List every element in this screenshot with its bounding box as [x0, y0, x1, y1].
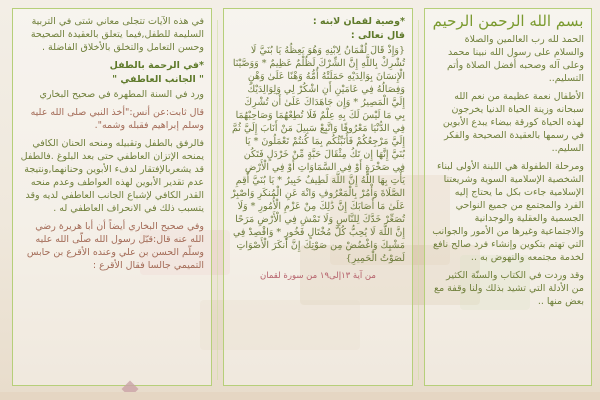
sunnah-reference: ورد في السنة المطهرة في صحيح البخاري: [39, 89, 204, 100]
column-divider: [217, 20, 218, 380]
hadith-anas: قال ثابت:عن أنس:"أخذ النبي صلى الله عليه وسلم إبراهيم فقبله وشمه".: [30, 107, 204, 131]
left-column: [12, 8, 212, 386]
childhood-stage-paragraph: ومرحلة الطفولة هي اللبنة الأولى لبناء الشخصية الإسلامية السوية وشريعتنا الإسلامية جاءت بكل ما يحتاج إليه الفرد والمجتمع من جميع النواحي الجسمية والعقلية والوجدانية والاجتماعية وغيرها من الأمور والجوانب التي تهتم بتكوين وإنشاء فرد صالح نافع لخدمة مجتمعه والنهوض به ..: [432, 161, 584, 263]
verses-meaning-paragraph: في هذه الآيات تتجلى معاني شتى في التربية السليمة للطفل,فيما يتعلق بالعقيدة الصحيحة وحسن التعامل والتخلق بالأخلاق الفاضلة .: [30, 16, 204, 53]
column-divider: [418, 20, 419, 380]
gentleness-paragraph: فالرفق بالطفل وتقبيله ومنحه الحنان الكافي يمنحه الإتزان العاطفي حتى بعد البلوغ .فالطفل قد يشعربالإفتقار لدفء الأبوين وحنانهما,ونتيجة عدم تقدير الأبوين لهذه العواطف وعدم منحه القدر الكافي لإشباع الجانب العاطفي لديه وقد يتسبب ذلك في الانحراف العاطفي له .: [20, 138, 204, 214]
children-blessing-paragraph: الأطفال نعمة عظيمة من نعم الله سبحانه وزينة الحياة الدنيا يخرجون لهذه الحياة كورقة بيضاء يبدع الأبوين في رسمها بالعقيدة الصحيحة والفكر السليم..: [442, 91, 584, 154]
hadith-abu-hurairah: وفي صحيح البخاري أيضاً أن أبا هريرة رضي الله عنه قال:قبّل رسول الله صلّى الله عليه وسلّم الحسن بن علي وعنده الأقرع بن حابس التميمي جالسا فقال الأقرع :: [26, 221, 204, 271]
mercy-heading: *في الرحمة بالطفل: [109, 60, 204, 71]
bottom-band: [0, 392, 600, 400]
quran-intro-heading: قال تعالى :: [350, 30, 405, 41]
evidence-paragraph: وقد وردت في الكتاب والسنّة الكثير من الأدلة التي تشيد بذلك ولنا وقفة مع بعض منها ..: [434, 270, 584, 307]
intro-paragraph: الحمد لله رب العالمين والصلاة والسلام على رسول الله نبينا محمد وعلى آله وصحبه أفضل الصلاة وأتم التسليم..: [446, 34, 584, 84]
emotional-side-heading: " الجانب العاطفي ": [112, 74, 204, 85]
quran-verses: {وَإِذْ قَالَ لُقْمَانُ لِابْنِهِ وَهُوَ يَعِظُهُ يَا بُنَيَّ لَا تُشْرِكْ بِاللَّهِ إِنَّ الشِّرْكَ لَظُلْمٌ عَظِيمٌ * وَوَصَّيْنَا الْإِنسَانَ بِوَالِدَيْهِ حَمَلَتْهُ أُمُّهُ وَهْنًا عَلَىٰ وَهْنٍ وَفِصَالُهُ فِي عَامَيْنِ أَنِ اشْكُرْ لِي وَلِوَالِدَيْكَ إِلَيَّ الْمَصِيرُ * وَإِن جَاهَدَاكَ عَلَىٰ أَن تُشْرِكَ بِي مَا لَيْسَ لَكَ بِهِ عِلْمٌ فَلَا تُطِعْهُمَا وَصَاحِبْهُمَا فِي الدُّنْيَا مَعْرُوفًا وَاتَّبِعْ سَبِيلَ مَنْ أَنَابَ إِلَيَّ ثُمَّ إِلَيَّ مَرْجِعُكُمْ فَأُنَبِّئُكُم بِمَا كُنتُمْ تَعْمَلُونَ * يَا بُنَيَّ إِنَّهَا إِن تَكُ مِثْقَالَ حَبَّةٍ مِّنْ خَرْدَلٍ فَتَكُن فِي صَخْرَةٍ أَوْ فِي السَّمَاوَاتِ أَوْ فِي الْأَرْضِ يَأْتِ بِهَا اللَّهُ إِنَّ اللَّهَ لَطِيفٌ خَبِيرٌ * يَا بُنَيَّ أَقِمِ الصَّلَاةَ وَأْمُرْ بِالْمَعْرُوفِ وَانْهَ عَنِ الْمُنكَرِ وَاصْبِرْ عَلَىٰ مَا أَصَابَكَ إِنَّ ذَٰلِكَ مِنْ عَزْمِ الْأُمُورِ * وَلَا تُصَعِّرْ خَدَّكَ لِلنَّاسِ وَلَا تَمْشِ فِي الْأَرْضِ مَرَحًا إِنَّ اللَّهَ لَا يُحِبُّ كُلَّ مُخْتَالٍ فَخُورٍ * وَاقْصِدْ فِي مَشْيِكَ وَاغْضُضْ مِن صَوْتِكَ إِنَّ أَنكَرَ الْأَصْوَاتِ لَصَوْتُ الْحَمِيرِ}: [231, 45, 405, 264]
right-column: [424, 8, 592, 386]
middle-column: [223, 8, 413, 386]
section-heading: *وصية لقمان لابنه :: [312, 16, 405, 27]
verse-source: من آية ١٣إلى١٩ من سورة لقمان: [260, 271, 376, 281]
basmala-title: بسم الله الرحمن الرحيم: [432, 12, 584, 30]
